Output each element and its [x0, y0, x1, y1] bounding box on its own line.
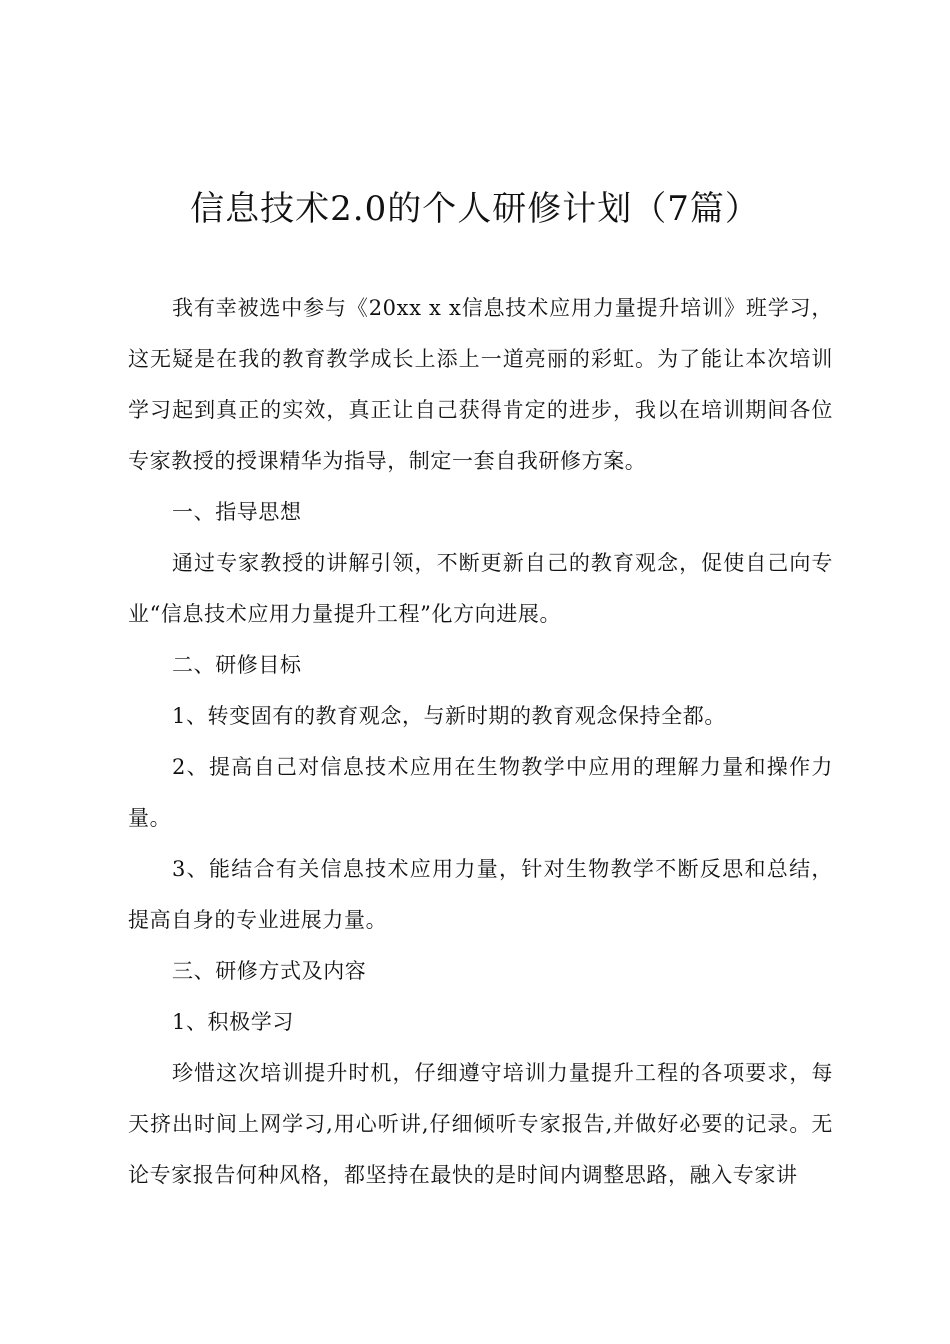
active-learning-paragraph: 珍惜这次培训提升时机，仔细遵守培训力量提升工程的各项要求，每天挤出时间上网学习,用心听讲,仔细倾听专家报告,并做好必要的记录。无论专家报告何种风格，都坚持在最快的是时间内调整思路，融入专家讲 — [128, 1061, 833, 1187]
goal-item-3: 3、能结合有关信息技术应用力量，针对生物教学不断反思和总结，提高自身的专业进展力量。 — [128, 857, 833, 932]
subsection-heading-active-learning: 1、积极学习 — [172, 1010, 294, 1034]
goal-item-1: 1、转变固有的教育观念，与新时期的教育观念保持全都。 — [172, 704, 726, 728]
guiding-ideas-paragraph: 通过专家教授的讲解引领，不断更新自己的教育观念，促使自己向专业“信息技术应用力量提升工程”化方向进展。 — [128, 551, 833, 626]
document-title: 信息技术2.0的个人研修计划（7篇） — [190, 189, 760, 229]
section-heading-study-goals: 二、研修目标 — [172, 653, 302, 677]
goal-item-2: 2、提高自己对信息技术应用在生物教学中应用的理解力量和操作力量。 — [128, 755, 833, 830]
section-heading-guiding-ideas: 一、指导思想 — [172, 500, 302, 524]
intro-paragraph: 我有幸被选中参与《20xx x x信息技术应用力量提升培训》班学习，这无疑是在我的教育教学成长上添上一道亮丽的彩虹。为了能让本次培训学习起到真正的实效，真正让自己获得肯定的进步，我以在培训期间各位专家教授的授课精华为指导，制定一套自我研修方案。 — [128, 296, 833, 473]
section-heading-methods-content: 三、研修方式及内容 — [172, 959, 367, 983]
document-body — [128, 283, 833, 1201]
